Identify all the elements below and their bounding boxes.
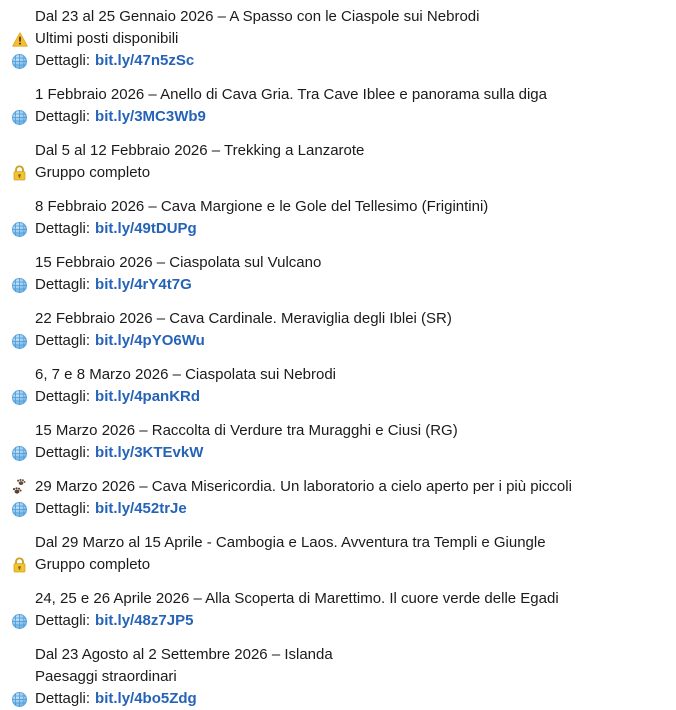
globe-icon — [12, 386, 35, 408]
event-title — [12, 644, 676, 666]
icon-spacer — [12, 252, 35, 274]
icon-spacer — [12, 84, 35, 106]
globe-icon — [12, 610, 35, 632]
event-title — [12, 196, 676, 218]
details-label: Dettagli: — [35, 220, 91, 237]
icon-spacer — [12, 588, 35, 610]
event-block — [12, 196, 676, 240]
icon-spacer — [12, 644, 35, 666]
event-title-text: 15 Marzo 2026 – Raccolta di Verdure tra Muragghi e Ciusi (RG) — [35, 422, 458, 439]
event-link[interactable]: bit.ly/4rY4t7G — [95, 276, 192, 293]
event-details — [12, 330, 676, 352]
event-block — [12, 364, 676, 408]
event-title — [12, 532, 676, 554]
event-subtitle-text: Paesaggi straordinari — [35, 668, 177, 685]
details-label: Dettagli: — [35, 276, 91, 293]
event-title-text: 22 Febbraio 2026 – Cava Cardinale. Meraviglia degli Iblei (SR) — [35, 310, 452, 327]
event-title-text: Dal 23 Agosto al 2 Settembre 2026 – Islanda — [35, 646, 333, 663]
event-status — [12, 554, 676, 576]
event-status — [12, 28, 676, 50]
event-block — [12, 140, 676, 184]
event-status-text: Gruppo completo — [35, 164, 151, 181]
icon-spacer — [12, 364, 35, 386]
event-details — [12, 688, 676, 710]
event-title-text: Dal 29 Marzo al 15 Aprile - Cambogia e Laos. Avventura tra Templi e Giungle — [35, 534, 546, 551]
event-title-text: 6, 7 e 8 Marzo 2026 – Ciaspolata sui Nebrodi — [35, 366, 337, 383]
event-title — [12, 252, 676, 274]
details-label: Dettagli: — [35, 52, 91, 69]
event-title — [12, 420, 676, 442]
details-label: Dettagli: — [35, 612, 91, 629]
globe-icon — [12, 218, 35, 240]
event-link[interactable]: bit.ly/3KTEvkW — [95, 444, 204, 461]
globe-icon — [12, 330, 35, 352]
event-link[interactable]: bit.ly/3MC3Wb9 — [95, 108, 206, 125]
globe-icon — [12, 50, 35, 72]
event-title — [12, 140, 676, 162]
event-details — [12, 50, 676, 72]
icon-spacer — [12, 308, 35, 330]
event-status — [12, 162, 676, 184]
event-link[interactable]: bit.ly/4bo5Zdg — [95, 690, 197, 707]
event-title — [12, 308, 676, 330]
event-details — [12, 442, 676, 464]
event-link[interactable]: bit.ly/452trJe — [95, 500, 187, 517]
warning-icon — [12, 28, 35, 50]
event-block — [12, 84, 676, 128]
details-label: Dettagli: — [35, 108, 91, 125]
globe-icon — [12, 688, 35, 710]
event-title-text: Dal 5 al 12 Febbraio 2026 – Trekking a Lanzarote — [35, 142, 365, 159]
event-link[interactable]: bit.ly/4pYO6Wu — [95, 332, 205, 349]
globe-icon — [12, 106, 35, 128]
event-title-text: 8 Febbraio 2026 – Cava Margione e le Gole del Tellesimo (Frigintini) — [35, 198, 489, 215]
event-status-text: Ultimi posti disponibili — [35, 30, 179, 47]
event-block — [12, 588, 676, 632]
event-block — [12, 532, 676, 576]
event-title — [12, 84, 676, 106]
lock-icon — [12, 162, 35, 184]
details-label: Dettagli: — [35, 690, 91, 707]
event-details — [12, 386, 676, 408]
paw-prints-icon — [12, 476, 35, 498]
icon-spacer — [12, 196, 35, 218]
icon-spacer — [12, 420, 35, 442]
event-title-text: 1 Febbraio 2026 – Anello di Cava Gria. Tra Cave Iblee e panorama sulla diga — [35, 86, 547, 103]
event-details — [12, 610, 676, 632]
event-block — [12, 644, 676, 710]
event-subtitle — [12, 666, 676, 688]
event-title-text: 15 Febbraio 2026 – Ciaspolata sul Vulcano — [35, 254, 322, 271]
event-title — [12, 588, 676, 610]
icon-spacer — [12, 140, 35, 162]
event-details — [12, 498, 676, 520]
lock-icon — [12, 554, 35, 576]
icon-spacer — [12, 666, 35, 688]
globe-icon — [12, 498, 35, 520]
event-status-text: Gruppo completo — [35, 556, 151, 573]
globe-icon — [12, 442, 35, 464]
event-title-text: 29 Marzo 2026 – Cava Misericordia. Un laboratorio a cielo aperto per i più piccoli — [35, 478, 572, 495]
event-details — [12, 106, 676, 128]
event-link[interactable]: bit.ly/4panKRd — [95, 388, 201, 405]
globe-icon — [12, 274, 35, 296]
event-details — [12, 274, 676, 296]
event-link[interactable]: bit.ly/48z7JP5 — [95, 612, 194, 629]
event-link[interactable]: bit.ly/47n5zSc — [95, 52, 195, 69]
details-label: Dettagli: — [35, 444, 91, 461]
event-block — [12, 420, 676, 464]
details-label: Dettagli: — [35, 388, 91, 405]
event-block — [12, 6, 676, 72]
event-title — [12, 364, 676, 386]
event-block — [12, 476, 676, 520]
event-details — [12, 218, 676, 240]
details-label: Dettagli: — [35, 332, 91, 349]
icon-spacer — [12, 532, 35, 554]
event-block — [12, 252, 676, 296]
event-block — [12, 308, 676, 352]
details-label: Dettagli: — [35, 500, 91, 517]
event-title — [12, 476, 676, 498]
event-title-text: Dal 23 al 25 Gennaio 2026 – A Spasso con le Ciaspole sui Nebrodi — [35, 8, 480, 25]
event-title-text: 24, 25 e 26 Aprile 2026 – Alla Scoperta di Marettimo. Il cuore verde delle Egadi — [35, 590, 559, 607]
event-title — [12, 6, 676, 28]
icon-spacer — [12, 6, 35, 28]
event-link[interactable]: bit.ly/49tDUPg — [95, 220, 197, 237]
